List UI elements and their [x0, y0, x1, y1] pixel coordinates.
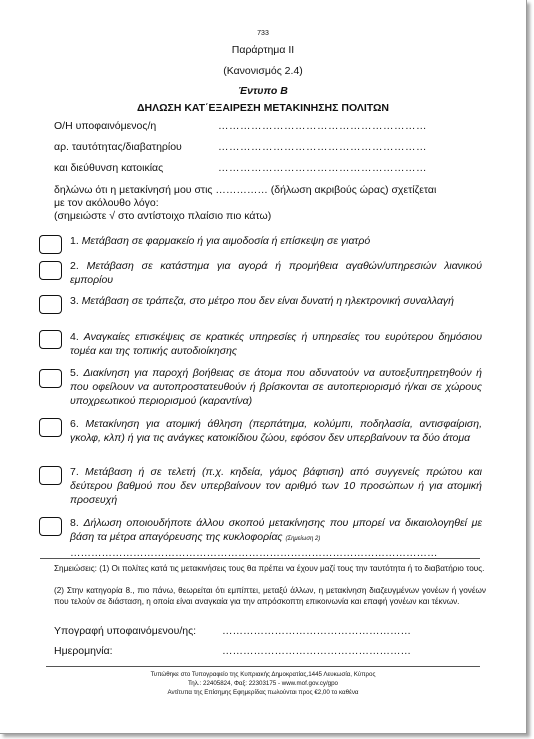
field-label-name: Ο/Η υποφαινόμενος/η — [54, 120, 157, 132]
checkbox-option-1[interactable] — [39, 235, 62, 254]
checkbox-option-4[interactable] — [39, 330, 62, 349]
footer-divider — [46, 666, 480, 667]
option-2 — [70, 259, 482, 287]
form-name: Έντυπο Β — [238, 85, 288, 97]
option-3 — [70, 294, 482, 308]
footer-contact: Τηλ.: 22405824, Φαξ: 22303175 - www.mof.gov.cy/gpo — [187, 680, 339, 687]
field-label-id: αρ. ταυτότητας/διαβατηρίου — [54, 141, 182, 153]
option-number: 2. — [70, 260, 79, 272]
option-number: 6. — [70, 418, 79, 430]
option-1 — [70, 234, 482, 248]
option-6 — [70, 417, 482, 445]
option-5 — [70, 366, 482, 408]
footer-price: Αντίτυπα της Επίσημης Εφημερίδας πωλούνται προς €2,00 το καθένα — [167, 689, 359, 696]
option-number: 7. — [70, 466, 79, 478]
option-8-dots[interactable]: …………………………………………………………………………………………… — [70, 547, 438, 559]
notes-divider — [40, 558, 480, 559]
field-dots-id[interactable]: ………………………………………………… — [218, 141, 427, 153]
checkbox-option-3[interactable] — [39, 295, 62, 314]
option-8 — [70, 516, 482, 546]
annex-heading: Παράρτημα ΙΙ — [231, 44, 295, 56]
signature-dots[interactable]: ……………………………………………… — [222, 625, 411, 637]
regulation-reference: (Κανονισμός 2.4) — [223, 65, 303, 77]
note-2: (2) Στην κατηγορία 8., πιο πάνω, θεωρείται ότι εμπίπτει, μεταξύ άλλων, η μετακίνηση διαζευγμένων γονέων ή γονέων που τελούν σε διάσταση, η οποία είναι αναγκαία για την απρόσκοπτη επικοινωνία και επαφή γονέων και τέκνων. — [54, 586, 486, 606]
declaration-line-2: με τον ακόλουθο λόγο: — [54, 197, 159, 209]
option-number: 1. — [70, 235, 79, 247]
document-title: ΔΗΛΩΣΗ ΚΑΤ΄ΕΞΑΙΡΕΣΗ ΜΕΤΑΚΙΝΗΣΗΣ ΠΟΛΙΤΩΝ — [137, 102, 389, 114]
option-text: Δήλωση οποιουδήποτε άλλου σκοπού μετακίνησης που μπορεί να δικαιολογηθεί με βάση τα μέτρα απαγόρευσης της κυκλοφορίας — [70, 517, 482, 543]
option-number: 3. — [70, 295, 79, 307]
option-text: Αναγκαίες επισκέψεις σε κρατικές υπηρεσίες ή υπηρεσίες του ευρύτερου δημόσιου τομέα και της τοπικής αυτοδιοίκησης — [70, 331, 482, 357]
checkbox-option-5[interactable] — [39, 369, 62, 388]
checkbox-option-7[interactable] — [39, 466, 62, 485]
checkbox-option-2[interactable] — [39, 261, 62, 280]
option-7 — [70, 465, 482, 507]
option-text: Μετάβαση σε κατάστημα για αγορά ή προμήθεια αγαθών/υπηρεσιών λιανικού εμπορίου — [70, 260, 482, 286]
option-text: Μετάβαση σε φαρμακείο ή για αιμοδοσία ή επίσκεψη σε γιατρό — [81, 235, 371, 247]
option-number: 8. — [70, 517, 79, 529]
option-text: Μετάβαση ή σε τελετή (π.χ. κηδεία, γάμος βάφτιση) από συγγενείς πρώτου και δεύτερου βαθμού που δεν υπερβαίνουν τον αριθμό των 10 προσώπων ή για ατομική προσευχή — [70, 466, 482, 506]
page-number: 733 — [257, 30, 269, 37]
signature-label: Υπογραφή υποφαινόμενου/ης: — [54, 625, 197, 637]
field-dots-address[interactable]: ………………………………………………… — [218, 162, 427, 174]
option-number: 4. — [70, 331, 79, 343]
note-1: Σημειώσεις: (1) Οι πολίτες κατά τις μετακινήσεις τους θα πρέπει να έχουν μαζί τους την ταυτότητα ή το διαβατήριο τους. — [54, 564, 485, 573]
field-dots-name[interactable]: ………………………………………………… — [218, 120, 427, 132]
option-number: 5. — [70, 367, 79, 379]
option-4 — [70, 330, 482, 358]
option-text: Μετακίνηση για ατομική άθληση (περπάτημα, κολύμπι, ποδηλασία, αντισφαίριση, γκολφ, κλπ) ή για τις ανάγκες κατοικίδιου ζώου, εφόσον δεν υπερβαίνουν τα δύο άτομα — [70, 418, 482, 444]
option-text: Μετάβαση σε τράπεζα, στο μέτρο που δεν είναι δυνατή η ηλεκτρονική συναλλαγή — [81, 295, 454, 307]
option-note-ref: (Σημείωση 2) — [285, 536, 321, 542]
checkbox-option-6[interactable] — [39, 418, 62, 437]
declaration-instruction: (σημειώστε √ στο αντίστοιχο πλαίσιο πιο κάτω) — [54, 210, 272, 222]
footer-printer: Τυπώθηκε στο Τυπογραφείο της Κυπριακής Δημοκρατίας,1445 Λευκωσία, Κύπρος — [150, 671, 376, 678]
field-label-address: και διεύθυνση κατοικίας — [54, 162, 164, 174]
date-label: Ημερομηνία: — [54, 645, 113, 657]
declaration-line-1: δηλώνω ότι η μετακίνησή μου στις …………… (δήλωση ακριβούς ώρας) σχετίζεται — [54, 184, 437, 196]
option-text: Διακίνηση για παροχή βοήθειας σε άτομα που αδυνατούν να αυτοεξυπηρετηθούν ή που οφείλουν να αυτοπροστατευθούν ή βρίσκονται σε αυτοπεριορισμό ή/και σε χώρους υποχρεωτικού περιορισμού (καραντίνα) — [70, 367, 482, 407]
checkbox-option-8[interactable] — [39, 517, 62, 536]
date-dots[interactable]: ……………………………………………… — [222, 645, 411, 657]
